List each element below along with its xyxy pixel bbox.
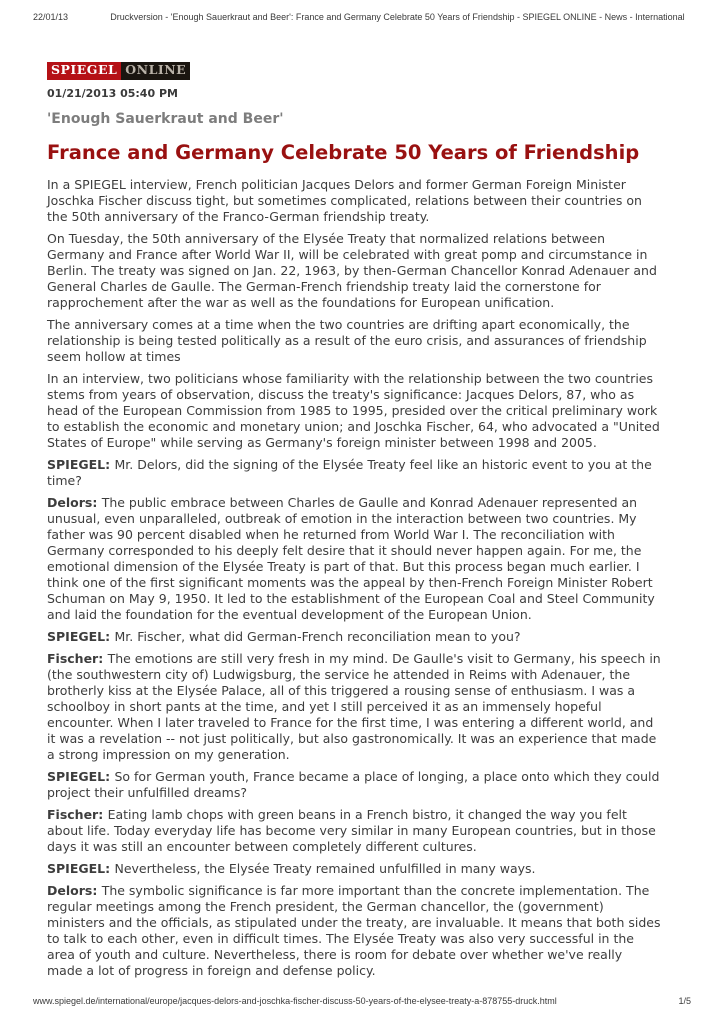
- article-paragraphs: [47, 231, 661, 979]
- header-doc-title: Druckversion - 'Enough Sauerkraut and Beer': France and Germany Celebrate 50 Years of Friendship - SPIEGEL ONLINE - News - International: [110, 12, 685, 22]
- article-paragraph: [47, 495, 661, 623]
- speaker-label: Fischer:: [47, 806, 108, 822]
- paragraph-text: Mr. Fischer, what did German-French reconciliation mean to you?: [114, 628, 521, 644]
- speaker-label: SPIEGEL:: [47, 768, 115, 784]
- print-header: [33, 12, 691, 22]
- article-intro: In a SPIEGEL interview, French politician Jacques Delors and former German Foreign Minister Joschka Fischer discuss tight, but sometimes complicated, relations between their countries on the 50th anniversary of the Franco-German friendship treaty.: [47, 176, 642, 224]
- header-date: 22/01/13: [33, 12, 69, 22]
- article-paragraph: [47, 629, 661, 645]
- article-paragraph: [47, 651, 661, 763]
- speaker-label: SPIEGEL:: [47, 628, 115, 644]
- article-paragraph: [47, 861, 661, 877]
- paragraph-text: In an interview, two politicians whose familiarity with the relationship between the two countries stems from years of observation, discuss the treaty's significance: Jacques Delors, 87, who as head of the European Commission from 1985 to 1995, presided over the critical preliminary work to establish the economic and monetary union; and Joschka Fischer, 64, who advocated a "United States of Europe" while serving as Germany's foreign minister between 1998 and 2005.: [47, 370, 660, 450]
- article-paragraph: [47, 231, 661, 311]
- article-paragraph: [47, 883, 661, 979]
- paragraph-text: So for German youth, France became a place of longing, a place onto which they could project their unfulfilled dreams?: [47, 768, 660, 800]
- paragraph-text: Nevertheless, the Elysée Treaty remained unfulfilled in many ways.: [114, 860, 536, 876]
- speaker-label: SPIEGEL:: [47, 456, 115, 472]
- article-body: [47, 177, 661, 979]
- paragraph-text: Mr. Delors, did the signing of the Elysée Treaty feel like an historic event to you at the time?: [47, 456, 652, 488]
- speaker-label: Delors:: [47, 882, 102, 898]
- speaker-label: Delors:: [47, 494, 102, 510]
- paragraph-text: The emotions are still very fresh in my mind. De Gaulle's visit to Germany, his speech in (the southwestern city of) Ludwigsburg, the service he attended in Reims with Adenauer, the brotherly kiss at the Elysée Palace, all of this triggered a rousing sense of enthusiasm. I was a schoolboy in short pants at the time, and yet I still perceived it as an immensely hopeful encounter. When I later traveled to France for the first time, I was entering a different world, and it was a revelation -- not just politically, but also gastronomically. It was an experience that made a strong impression on my generation.: [47, 650, 661, 762]
- article-paragraph: [47, 371, 661, 451]
- speaker-label: Fischer:: [47, 650, 108, 666]
- print-footer: [33, 996, 691, 1006]
- paragraph-text: The symbolic significance is far more important than the concrete implementation. The regular meetings among the French president, the German chancellor, the (government) ministers and the officials, as stipulated under the treaty, are invaluable. It means that both sides to talk to each other, even in difficult times. The Elysée Treaty was also very successful in the area of youth and culture. Nevertheless, there is room for debate over whether we've really made a lot of progress in foreign and defense policy.: [47, 882, 661, 978]
- speaker-label: SPIEGEL:: [47, 860, 115, 876]
- spiegel-online-logo: [47, 62, 190, 80]
- article: [47, 59, 661, 985]
- logo-online-box: ONLINE: [121, 62, 190, 80]
- article-paragraph: [47, 317, 661, 365]
- footer-url: www.spiegel.de/international/europe/jacques-delors-and-joschka-fischer-discuss-50-years-of-the-elysee-treaty-a-878755-druck.html: [33, 996, 557, 1006]
- paragraph-text: The public embrace between Charles de Gaulle and Konrad Adenauer represented an unusual, even unparalleled, outbreak of emotion in the interaction between two countries. My father was 90 percent disabled when he returned from World War I. The reconciliation with Germany corresponded to his deeply felt desire that it should never happen again. For me, the emotional dimension of the Elysée Treaty is part of that. But this process began much earlier. I think one of the first significant moments was the appeal by then-French Foreign Minister Robert Schuman on May 9, 1950. It led to the establishment of the European Coal and Steel Community and laid the foundation for the eventual development of the European Union.: [47, 494, 655, 622]
- paragraph-text: Eating lamb chops with green beans in a French bistro, it changed the way you felt about life. Today everyday life has become very similar in many European countries, but in those days it was still an encounter between completely different cultures.: [47, 806, 656, 854]
- paragraph-text: On Tuesday, the 50th anniversary of the Elysée Treaty that normalized relations between Germany and France after World War II, will be celebrated with great pomp and circumstance in Berlin. The treaty was signed on Jan. 22, 1963, by then-German Chancellor Konrad Adenauer and General Charles de Gaulle. The German-French friendship treaty laid the cornerstone for rapprochement after the war as well as the foundations for European unification.: [47, 230, 657, 310]
- article-paragraph: [47, 807, 661, 855]
- article-headline: France and Germany Celebrate 50 Years of Friendship: [47, 140, 640, 164]
- paragraph-text: The anniversary comes at a time when the two countries are drifting apart economically, the relationship is being tested politically as a result of the euro crisis, and assurances of friendship seem hollow at times: [47, 316, 647, 364]
- logo-spiegel-box: SPIEGEL: [47, 62, 121, 80]
- publish-datetime: 01/21/2013 05:40 PM: [47, 86, 178, 100]
- article-kicker: 'Enough Sauerkraut and Beer': [47, 110, 284, 127]
- article-paragraph: [47, 769, 661, 801]
- footer-page-indicator: 1/5: [678, 996, 691, 1006]
- article-paragraph: [47, 457, 661, 489]
